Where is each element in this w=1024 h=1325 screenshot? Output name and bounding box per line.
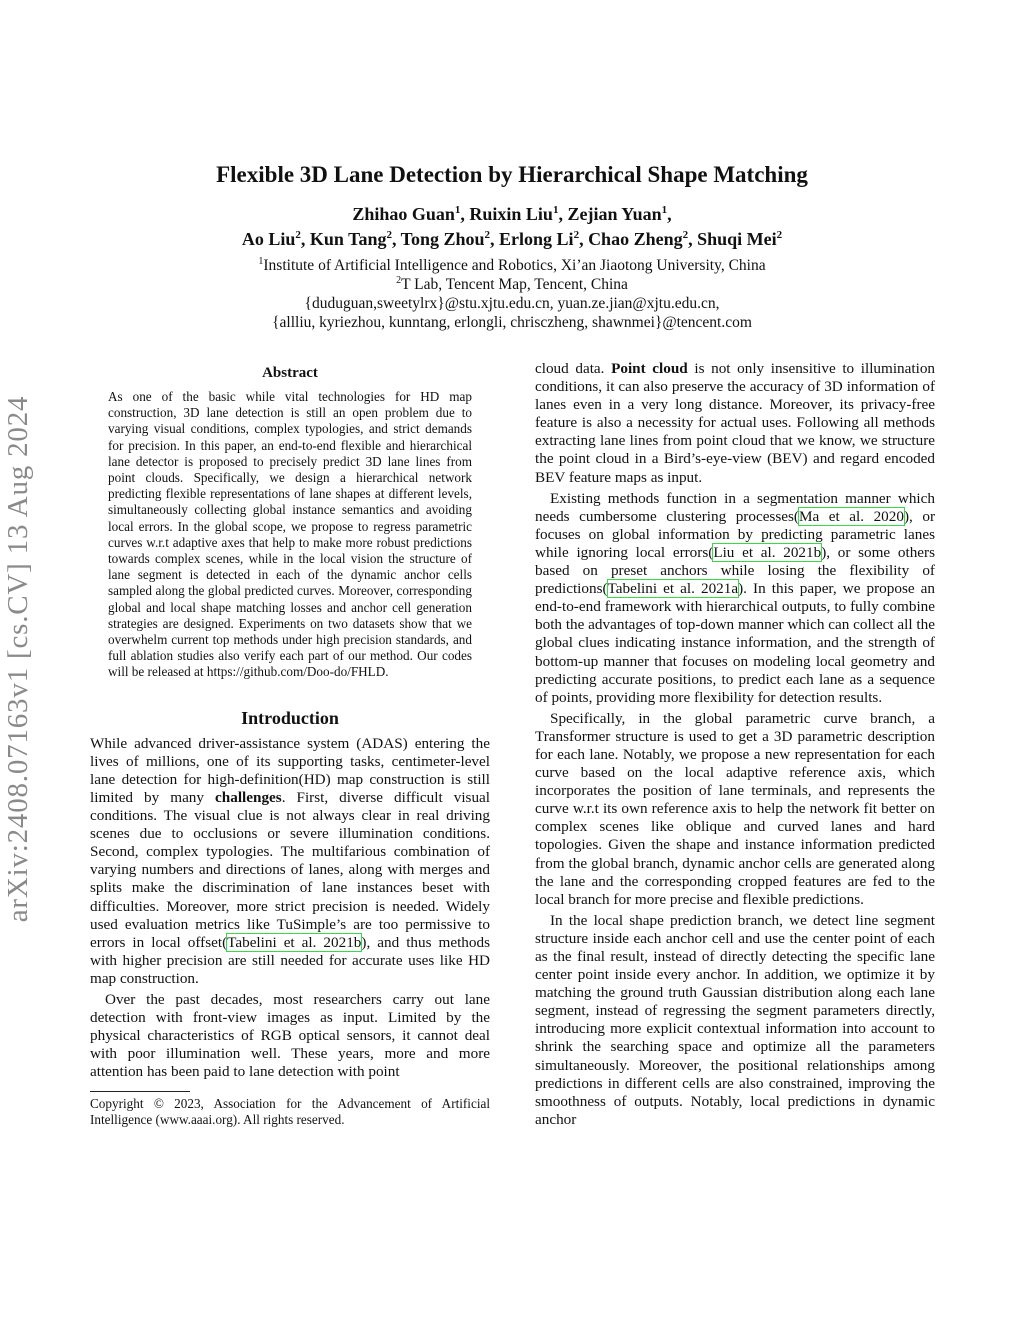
email-line: {duduguan,sweetylrx}@stu.xjtu.edu.cn, yuan.ze.jian@xjtu.edu.cn,	[304, 295, 720, 312]
author: Ao Liu$^2$,	[241, 229, 310, 249]
left-column	[90, 362, 490, 1128]
author-line-1	[90, 202, 934, 227]
author-list	[90, 202, 934, 252]
citation-link[interactable]: Tabelini et al. 2021b	[227, 933, 362, 951]
introduction-heading: Introduction	[241, 707, 339, 728]
intro-paragraph-2: Over the past decades, most researchers carry out lane detection with front-view images as input. Limited by the physical characteristics of RGB optical sensors, it cannot deal with poor illumination well. These years, more and more attention has been paid to lane detection with point	[90, 990, 490, 1081]
citation-link[interactable]: Tabelini et al. 2021a	[607, 580, 739, 598]
abstract-heading: Abstract	[262, 365, 318, 381]
author: Ruixin Liu$^1$,	[469, 204, 568, 224]
author: Shuqi Mei$^2$	[697, 229, 783, 249]
body-paragraph-4: In the local shape prediction branch, we detect line segment structure inside each anchor cell and use the center point of each as the final result, instead of directly detecting the specific lane center point inside every anchor. In addition, we optimize it by matching the ground truth Gaussian distribution along each lane segment, instead of regressing the segment parameters directly, introducing more explicit contextual information into account to shrink the searching space and optimize all the parameters simultaneously. Moreover, the positional relationships among predictions in different cells are also constrained, improving the smoothness of outputs. Notably, local predictions in dynamic anchor	[535, 911, 935, 1128]
body-paragraph-1: cloud data. Point cloud is not only insensitive to illumination conditions, it can also preserve the accuracy of 3D information of lanes even in a very long distance. Moreover, its privacy-free feature is also a necessity for actual uses. Following all methods extracting lane lines from point cloud that we know, we structure the point cloud in a Bird’s-eye-view (BEV) and regard encoded BEV feature maps as input.	[535, 360, 936, 486]
author-line-2	[90, 227, 934, 252]
affiliations	[90, 256, 934, 332]
paper-title: Flexible 3D Lane Detection by Hierarchical Shape Matching	[216, 162, 808, 187]
author: Chao Zheng$^2$,	[588, 229, 698, 249]
affiliation-line: $^2$T Lab, Tencent Map, Tencent, China	[396, 275, 628, 293]
author: Zhihao Guan$^1$,	[352, 204, 470, 224]
citation-link[interactable]: Ma et al. 2020	[798, 507, 904, 525]
email-line: {allliu, kyriezhou, kunntang, erlongli, chrisczheng, shawnmei}@tencent.com	[272, 314, 752, 331]
footnote-divider	[90, 1091, 190, 1092]
arxiv-identifier-stamp: arXiv:2408.07163v1 [cs.CV] 13 Aug 2024	[2, 395, 34, 923]
affiliation-line: $^1$Institute of Artificial Intelligence and Robotics, Xi’an Jiaotong University, China	[258, 256, 766, 274]
citation-link[interactable]: Liu et al. 2021b	[713, 543, 822, 561]
body-paragraph-3: Specifically, in the global parametric curve branch, a Transformer structure is used to get a 3D parametric description for each lane. Notably, we propose a new representation for each curve based on the local adaptive reference axis, which incorporates the position of lane terminals, and represents the curve w.r.t its own reference axis to help the network fit better on complex scenes like oblique and curved lanes and hard topologies. Given the shape and instance information predicted from the global branch, dynamic anchor cells are generated along the lane and the corresponding cropped features are fed to the local branch for more precise and flexible predictions.	[535, 709, 935, 908]
author: Tong Zhou$^2$,	[400, 229, 500, 249]
copyright-footnote: Copyright © 2023, Association for the Advancement of Artificial Intelligence (www.aaai.org). All rights reserved.	[90, 1096, 490, 1128]
body-paragraph-2: Existing methods function in a segmentation manner which needs cumbersome clustering processes(Ma et al. 2020), or focuses on global information by predicting parametric lanes while ignoring local errors(Liu et al. 2021b), or some others based on preset anchors while losing the flexibility of predictions(Tabelini et al. 2021a). In this paper, we propose an end-to-end framework with hierarchical outputs, to fully combine both the advantages of top-down manner which can collect all the global clues indicating instance information, and the strength of bottom-up manner that focuses on modeling local geometry and predicting accurate positions, to predict each lane as a sequence of points, providing more flexibility for detection results.	[535, 489, 936, 706]
author: Kun Tang$^2$,	[309, 229, 401, 249]
author: Erlong Li$^2$,	[499, 229, 589, 249]
right-column	[535, 360, 935, 1129]
abstract-text: As one of the basic while vital technologies for HD map construction, 3D lane detection is still an open problem due to varying visual conditions, complex typologies, and strict demands for precision. In this paper, an end-to-end flexible and hierarchical lane detector is proposed to precisely predict 3D lane lines from point clouds. Specifically, we design a hierarchical network predicting flexible representations of lane shapes at different levels, simultaneously collecting global instance semantics and avoiding local errors. In the global scope, we propose to regress parametric curves w.r.t adaptive axes that help to make more robust predictions towards complex scenes, while in the local vision the structure of lane segment is detected in each of the dynamic anchor cells sampled along the global predicted curves. Moreover, corresponding global and local shape matching losses and anchor cell generation strategies are designed. Experiments on two datasets show that we overwhelm current top methods under high precision standards, and full ablation studies also verify each part of our method. Our codes will be released at https://github.com/Doo-do/FHLD.	[108, 389, 472, 680]
intro-paragraph-1: While advanced driver-assistance system (ADAS) entering the lives of millions, one of its supporting tasks, centimeter-level lane detection for high-definition(HD) map construction is still limited by many challenges. First, diverse difficult visual conditions. The visual clue is not always clear in real driving scenes due to occlusions or severe illumination conditions. Second, complex typologies. The multifarious combination of varying numbers and directions of lanes, along with merges and splits make the discrimination of lane instances beset with difficulties. Moreover, more strict precision is needed. Widely used evaluation metrics like TuSimple’s are too permissive to errors in local offset(Tabelini et al. 2021b), and thus methods with higher precision are still needed for accurate uses like HD map construction.	[90, 734, 490, 987]
author: Zejian Yuan$^1$,	[567, 204, 672, 224]
